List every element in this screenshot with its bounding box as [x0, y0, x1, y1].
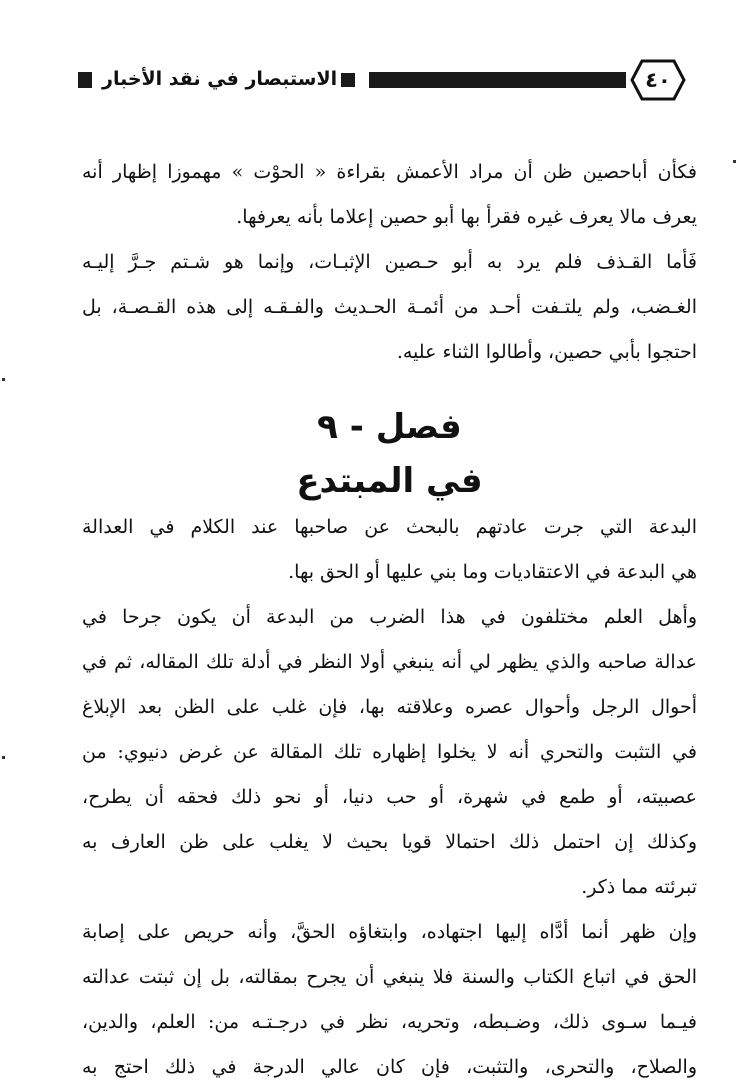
text-line: فيـما سـوى ذلك، وضـبطه، وتحريه، نظر في درجـتـه من: العلم، والدين، [82, 1011, 697, 1033]
text-line: والصلاح، والتحرى، والتثبت، فإن كان عالي الدرجة في ذلك احتج به [82, 1056, 698, 1078]
section-text [82, 505, 697, 1090]
text-line: في التثبت والتحري أنه لا يخلوا إظهاره تلك المقالة عن غرض دنيوي: من [82, 741, 697, 763]
page-number: ٤٠ [645, 68, 671, 92]
text-line: تبرئته مما ذكر. [581, 876, 697, 898]
text-line: وكذلك إن احتمل ذلك احتمالا قويا بحيث لا يغلب على ظن العارف به [82, 831, 697, 853]
section-heading [82, 400, 697, 508]
text-line: وإن ظهر أنما أدَّاه إليها اجتهاده، وابتغاؤه الحقَّ، وأنه حريص على إصابة [82, 921, 697, 943]
intro-text [82, 150, 697, 375]
scan-mark [2, 378, 5, 381]
text-line: البدعة التي جرت عادتهم بالبحث عن صاحبها عند الكلام في العدالة [82, 516, 697, 538]
running-header [78, 58, 690, 102]
scan-mark [733, 160, 736, 163]
section-subtitle: في المبتدع [296, 461, 483, 501]
scan-mark [2, 756, 5, 759]
text-line: يعرف مالا يعرف غيره فقرأ بها أبو حصين إعلاما بأنه يعرفها. [236, 206, 697, 228]
text-line: احتجوا بأبي حصين، وأطالوا الثناء عليه. [396, 341, 697, 363]
text-line: الغـضب، ولم يلتـفت أحـد من أئمـة الحـديث والفـقـه إلى هذه القـصـة، بل [82, 296, 697, 318]
text-line: هي البدعة في الاعتقاديات وما بني عليها أو الحق بها. [288, 561, 697, 583]
square-ornament-icon [341, 73, 355, 87]
book-title: الاستبصار في نقد الأخبار [102, 68, 338, 90]
text-line: أحوال الرجل وأحوال عصره وعلاقته بها، فإن غلب على الظن بعد الإبلاغ [82, 696, 697, 718]
text-line: وأهل العلم مختلفون في هذا الضرب من البدعة أن يكون جرحا في [82, 606, 697, 628]
header-title-box [92, 62, 369, 96]
page-number-badge [630, 58, 686, 102]
text-line: عصبيته، أو طمع في شهرة، أو حب دنيا، أو نحو ذلك فحقه أن يطرح، [82, 786, 697, 808]
text-line: فَأما القـذف فلم يرد به أبو حـصين الإثبـات، وإنما هو شـتم جـرَّ إليـه [82, 251, 697, 273]
text-line: عدالة صاحبه والذي يظهر لي أنه ينبغي أولا النظر في أدلة تلك المقاله، ثم في [82, 651, 697, 673]
section-title: فصل - ٩ [317, 407, 462, 447]
text-line: الحق في اتباع الكتاب والسنة فلا ينبغي أن يجرح بمقالته، بل إن ثبتت عدالته [82, 966, 697, 988]
text-line: فكأن أباحصين ظن أن مراد الأعمش بقراءة « الحوْت » مهموزا إظهار أنه [82, 161, 697, 183]
